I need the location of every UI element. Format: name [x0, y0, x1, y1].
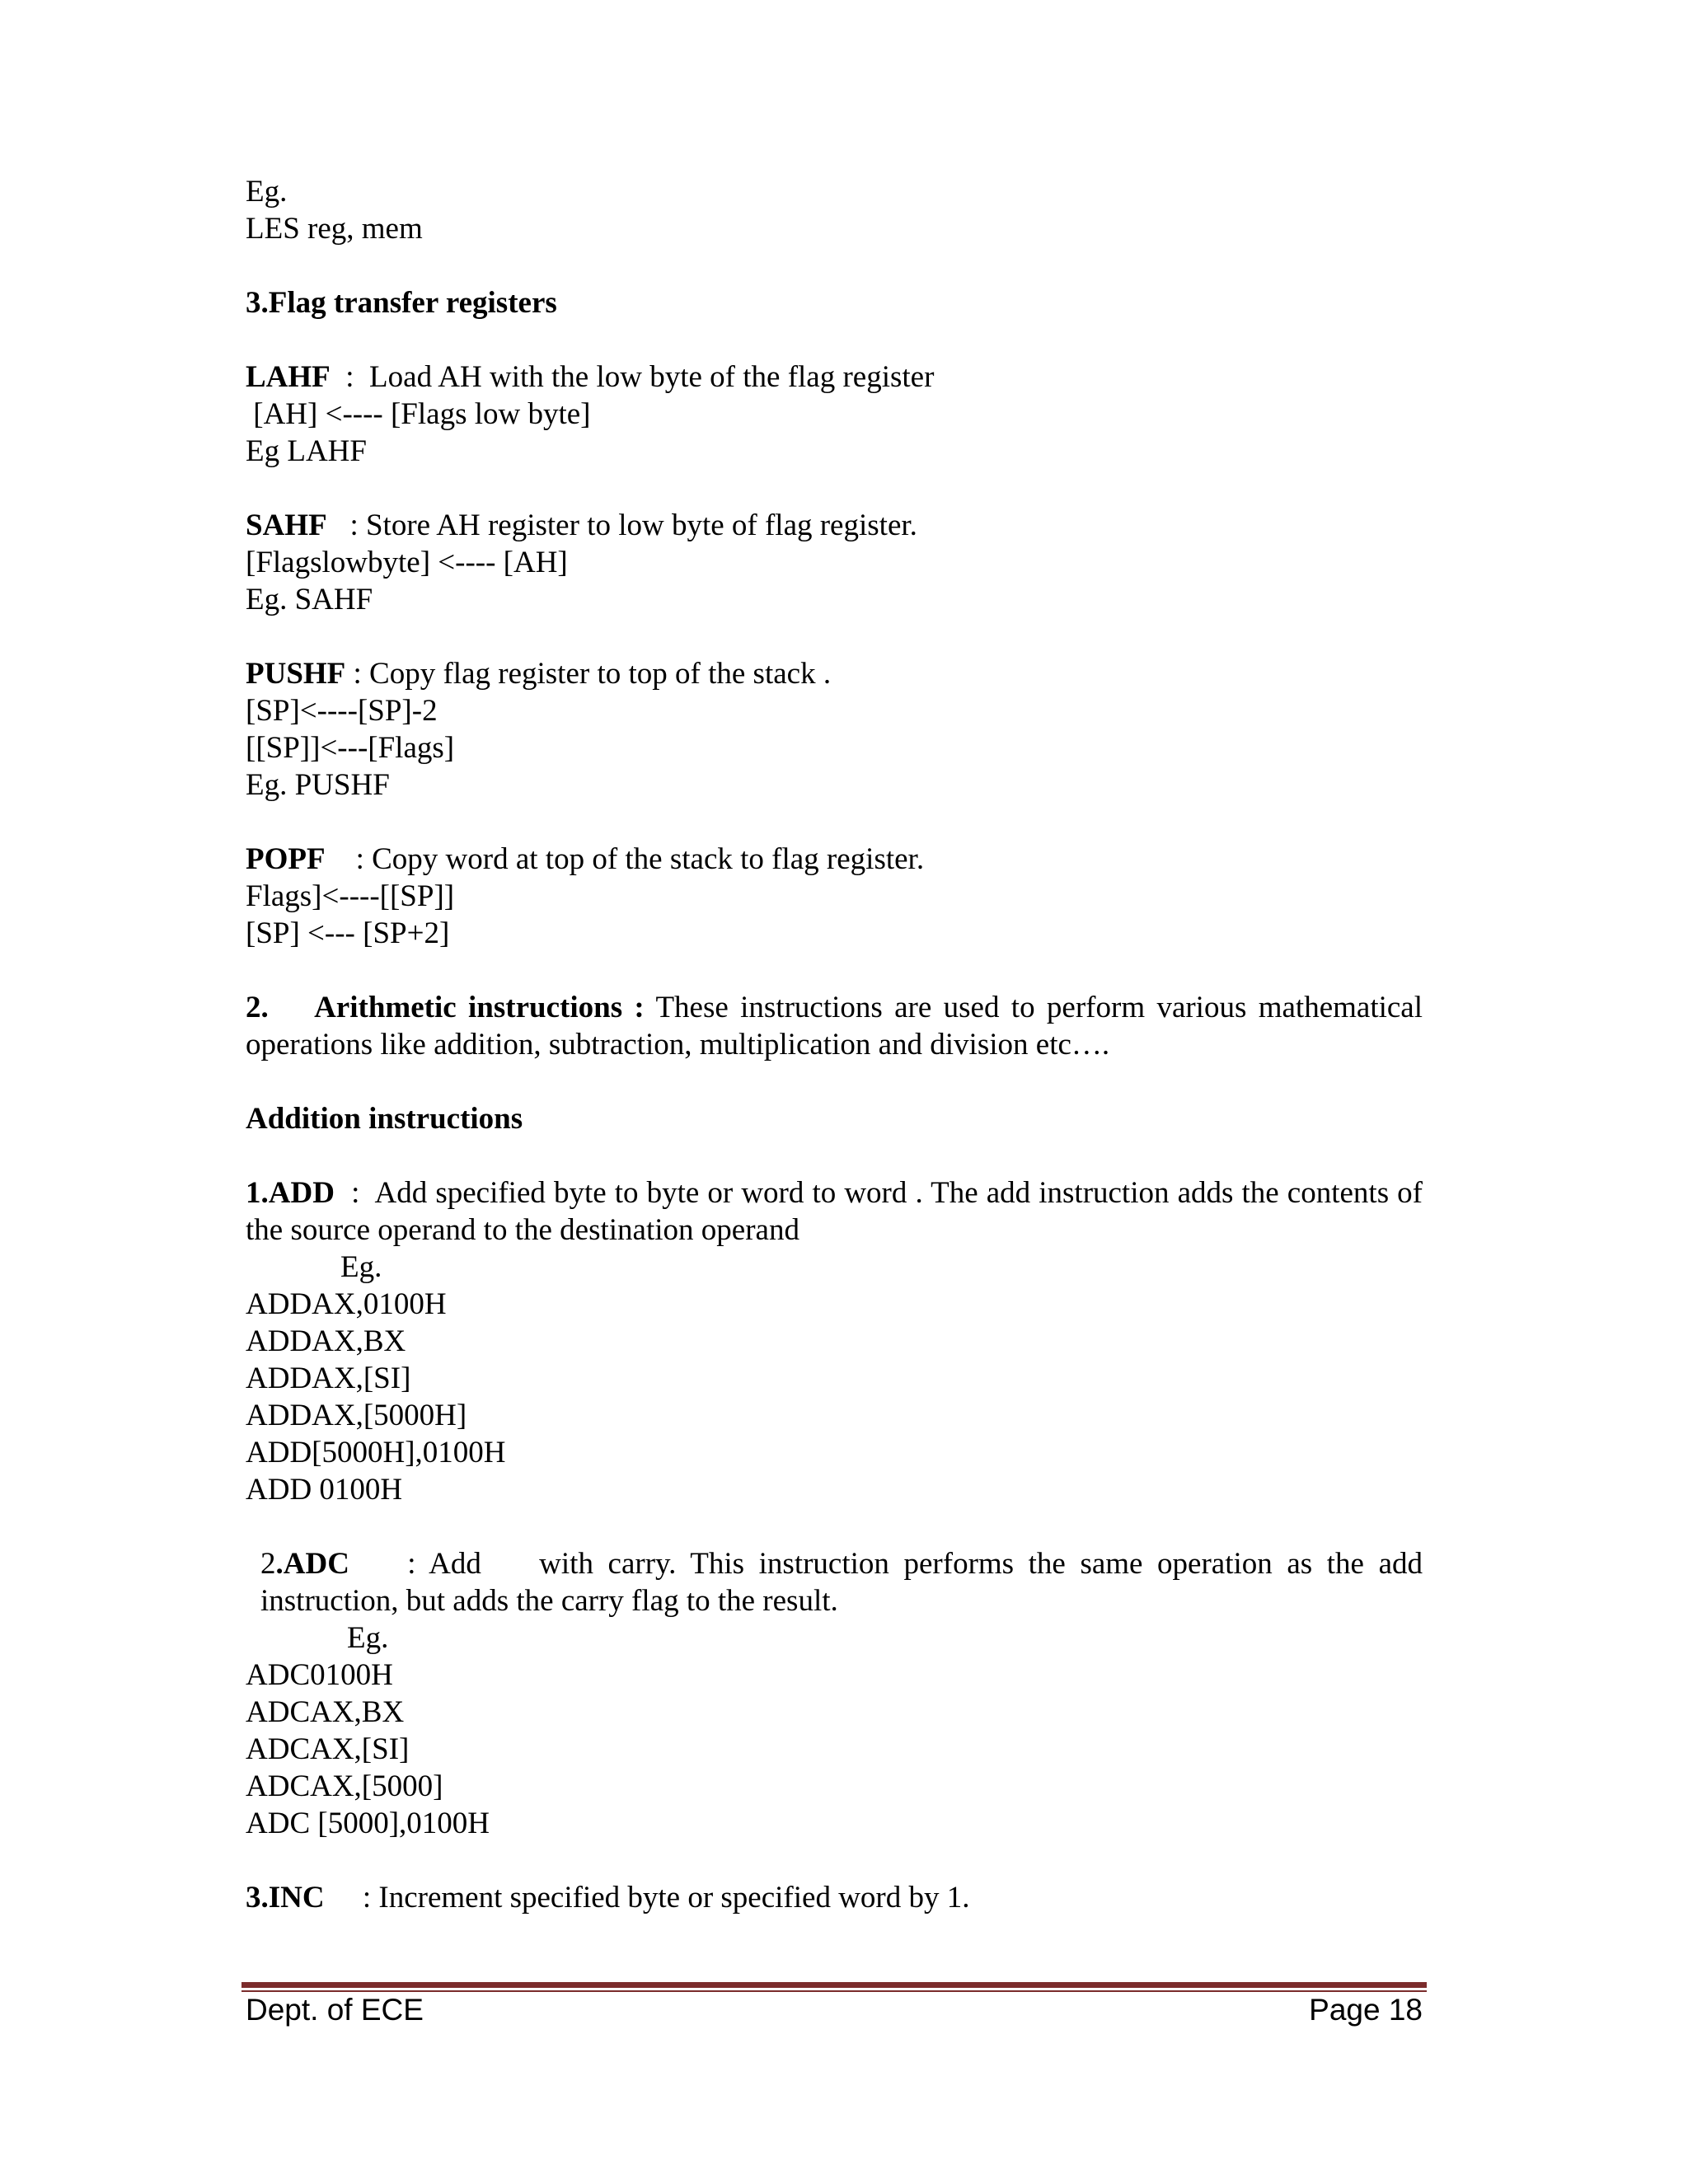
pushf-definition — [246, 655, 1423, 692]
adc-paragraph — [246, 1545, 1431, 1619]
adc-number: 2 — [260, 1547, 276, 1581]
adc-eg-label: Eg. — [347, 1621, 389, 1655]
pushf-desc: : Copy flag register to top of the stack . — [345, 657, 832, 691]
add-example-4: ADDAX,[5000H] — [246, 1399, 467, 1432]
sahf-example: Eg. SAHF — [246, 583, 373, 616]
popf-definition — [246, 841, 1423, 878]
flag-section-heading: 3.Flag transfer registers — [246, 286, 557, 320]
sahf-definition — [246, 507, 1423, 544]
adc-name: .ADC — [275, 1547, 349, 1581]
add-name: 1.ADD — [246, 1176, 335, 1210]
popf-operation-2: [SP] <--- [SP+2] — [246, 916, 450, 950]
footer-page-number: Page 18 — [1309, 1993, 1423, 2027]
arithmetic-paragraph — [246, 989, 1423, 1063]
inc-definition — [246, 1879, 1423, 1916]
footer-divider — [241, 1982, 1427, 1992]
sahf-name: SAHF — [246, 509, 327, 542]
footer-department: Dept. of ECE — [246, 1993, 424, 2027]
arithmetic-title: 2. Arithmetic instructions : — [246, 991, 645, 1024]
add-example-6: ADD 0100H — [246, 1473, 403, 1507]
les-example: LES reg, mem — [246, 212, 423, 246]
lahf-desc: : Load AH with the low byte of the flag register — [330, 360, 935, 394]
add-example-1: ADDAX,0100H — [246, 1287, 447, 1321]
add-desc: : Add specified byte to byte or word to word . The add instruction adds the contents of the source operand to the destination operand — [246, 1176, 1431, 1247]
popf-name: POPF — [246, 842, 326, 876]
pushf-operation-1: [SP]<----[SP]-2 — [246, 694, 438, 728]
sahf-operation: [Flagslowbyte] <---- [AH] — [246, 546, 568, 579]
inc-name: 3.INC — [246, 1881, 325, 1915]
pushf-name: PUSHF — [246, 657, 346, 691]
lahf-operation: [AH] <---- [Flags low byte] — [246, 397, 591, 431]
arithmetic-desc: These instructions are used to perform various mathematical operations like addition, subtraction, multiplication and division etc…. — [246, 991, 1423, 1062]
pushf-operation-2: [[SP]]<---[Flags] — [246, 731, 455, 765]
adc-example-5: ADC [5000],0100H — [246, 1807, 490, 1840]
inc-desc: : Increment specified byte or specified word by 1. — [324, 1881, 970, 1915]
lahf-name: LAHF — [246, 360, 331, 394]
add-example-2: ADDAX,BX — [246, 1324, 406, 1358]
adc-example-3: ADCAX,[SI] — [246, 1732, 410, 1766]
popf-desc: : Copy word at top of the stack to flag register. — [325, 842, 925, 876]
pushf-example: Eg. PUSHF — [246, 768, 390, 802]
add-example-5: ADD[5000H],0100H — [246, 1436, 506, 1469]
add-example-3: ADDAX,[SI] — [246, 1361, 411, 1395]
page-body — [246, 173, 1431, 1916]
adc-example-4: ADCAX,[5000] — [246, 1769, 443, 1803]
addition-heading: Addition instructions — [246, 1102, 523, 1136]
add-eg-label: Eg. — [340, 1250, 382, 1284]
add-paragraph — [246, 1174, 1431, 1249]
eg-label: Eg. — [246, 175, 288, 209]
lahf-example: Eg LAHF — [246, 434, 367, 468]
adc-example-1: ADC0100H — [246, 1658, 393, 1692]
page-footer — [246, 1993, 1423, 2027]
lahf-definition — [246, 359, 1423, 396]
adc-desc: : Add with carry. This instruction performs the same operation as the add instruction, but adds the carry flag to the result. — [260, 1547, 1431, 1618]
sahf-desc: : Store AH register to low byte of flag register. — [326, 509, 917, 542]
popf-operation-1: Flags]<----[[SP]] — [246, 879, 455, 913]
adc-example-2: ADCAX,BX — [246, 1695, 405, 1729]
